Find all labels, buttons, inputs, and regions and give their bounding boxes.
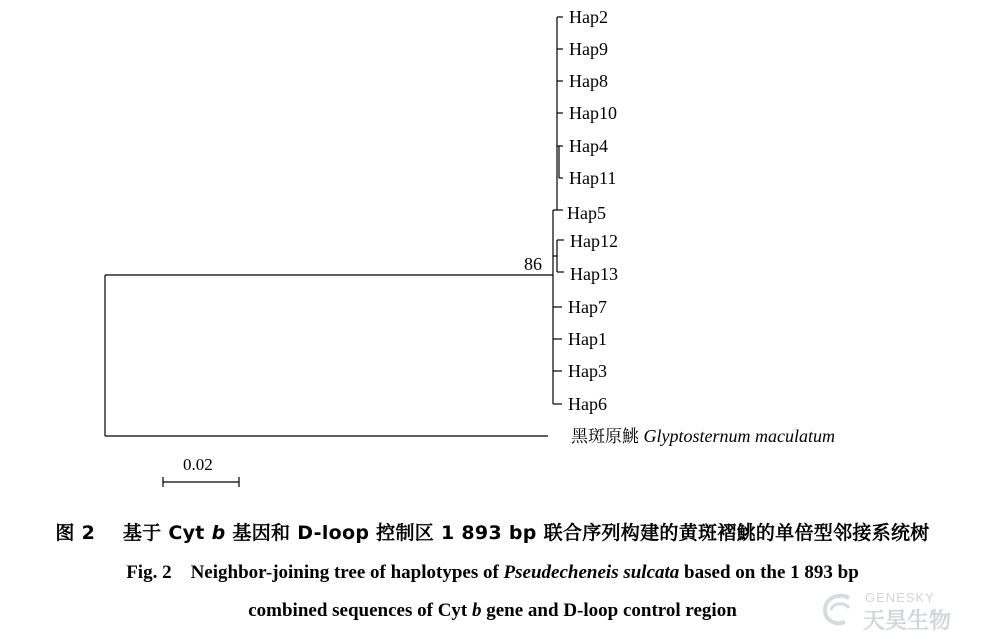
caption-en-line1-end: based on the 1 893 bp [684,562,859,583]
leaf-label-hap2: Hap2 [569,7,608,27]
leaf-label-hap8: Hap8 [569,71,608,91]
caption-en-gene: b [472,600,482,621]
leaf-label-hap1: Hap1 [568,329,607,349]
caption-en-species: Pseudecheneis sulcata [503,562,680,583]
caption-cn-gene: b [211,522,226,544]
genesky-logo-icon [819,590,859,630]
leaf-label-hap5: Hap5 [567,203,606,223]
leaf-label-hap4: Hap4 [569,136,608,156]
leaf-label-hap10: Hap10 [569,103,617,123]
leaf-label-hap11: Hap11 [569,168,617,188]
caption-en-line2-end: gene and D-loop control region [486,600,737,621]
caption-chinese [0,518,985,545]
outgroup-latin-name: Glyptosternum maculatum [643,426,835,446]
tree-branches [105,17,564,487]
genesky-watermark [817,588,967,634]
caption-en-text: Neighbor-joining tree of haplotypes of [190,562,499,583]
caption-cn-prefix: 基于 Cyt [122,522,205,544]
leaf-label-hap12: Hap12 [570,231,618,251]
outgroup-label [571,426,835,447]
leaf-label-hap7: Hap7 [568,297,607,317]
caption-en-line2-start: combined sequences of Cyt [248,600,468,621]
leaf-label-hap6: Hap6 [568,394,607,414]
watermark-cn: 天昊生物 [863,609,952,634]
leaf-label-hap3: Hap3 [568,361,607,381]
caption-cn-suffix: 基因和 D-loop 控制区 1 893 bp 联合序列构建的黄斑褶鮡的单倍型邻接系统树 [232,522,930,544]
caption-english-line1 [0,562,985,584]
scale-bar-label: 0.02 [183,455,213,474]
bootstrap-value: 86 [524,254,542,274]
watermark-en: GENESKY [865,590,935,605]
leaf-label-hap13: Hap13 [570,264,618,284]
leaf-label-hap9: Hap9 [569,39,608,59]
outgroup-chinese-name: 黑斑原鮡 [571,427,639,447]
caption-cn-fig-label: 图 2 [55,522,96,544]
caption-en-fig-label: Fig. 2 [126,562,172,583]
